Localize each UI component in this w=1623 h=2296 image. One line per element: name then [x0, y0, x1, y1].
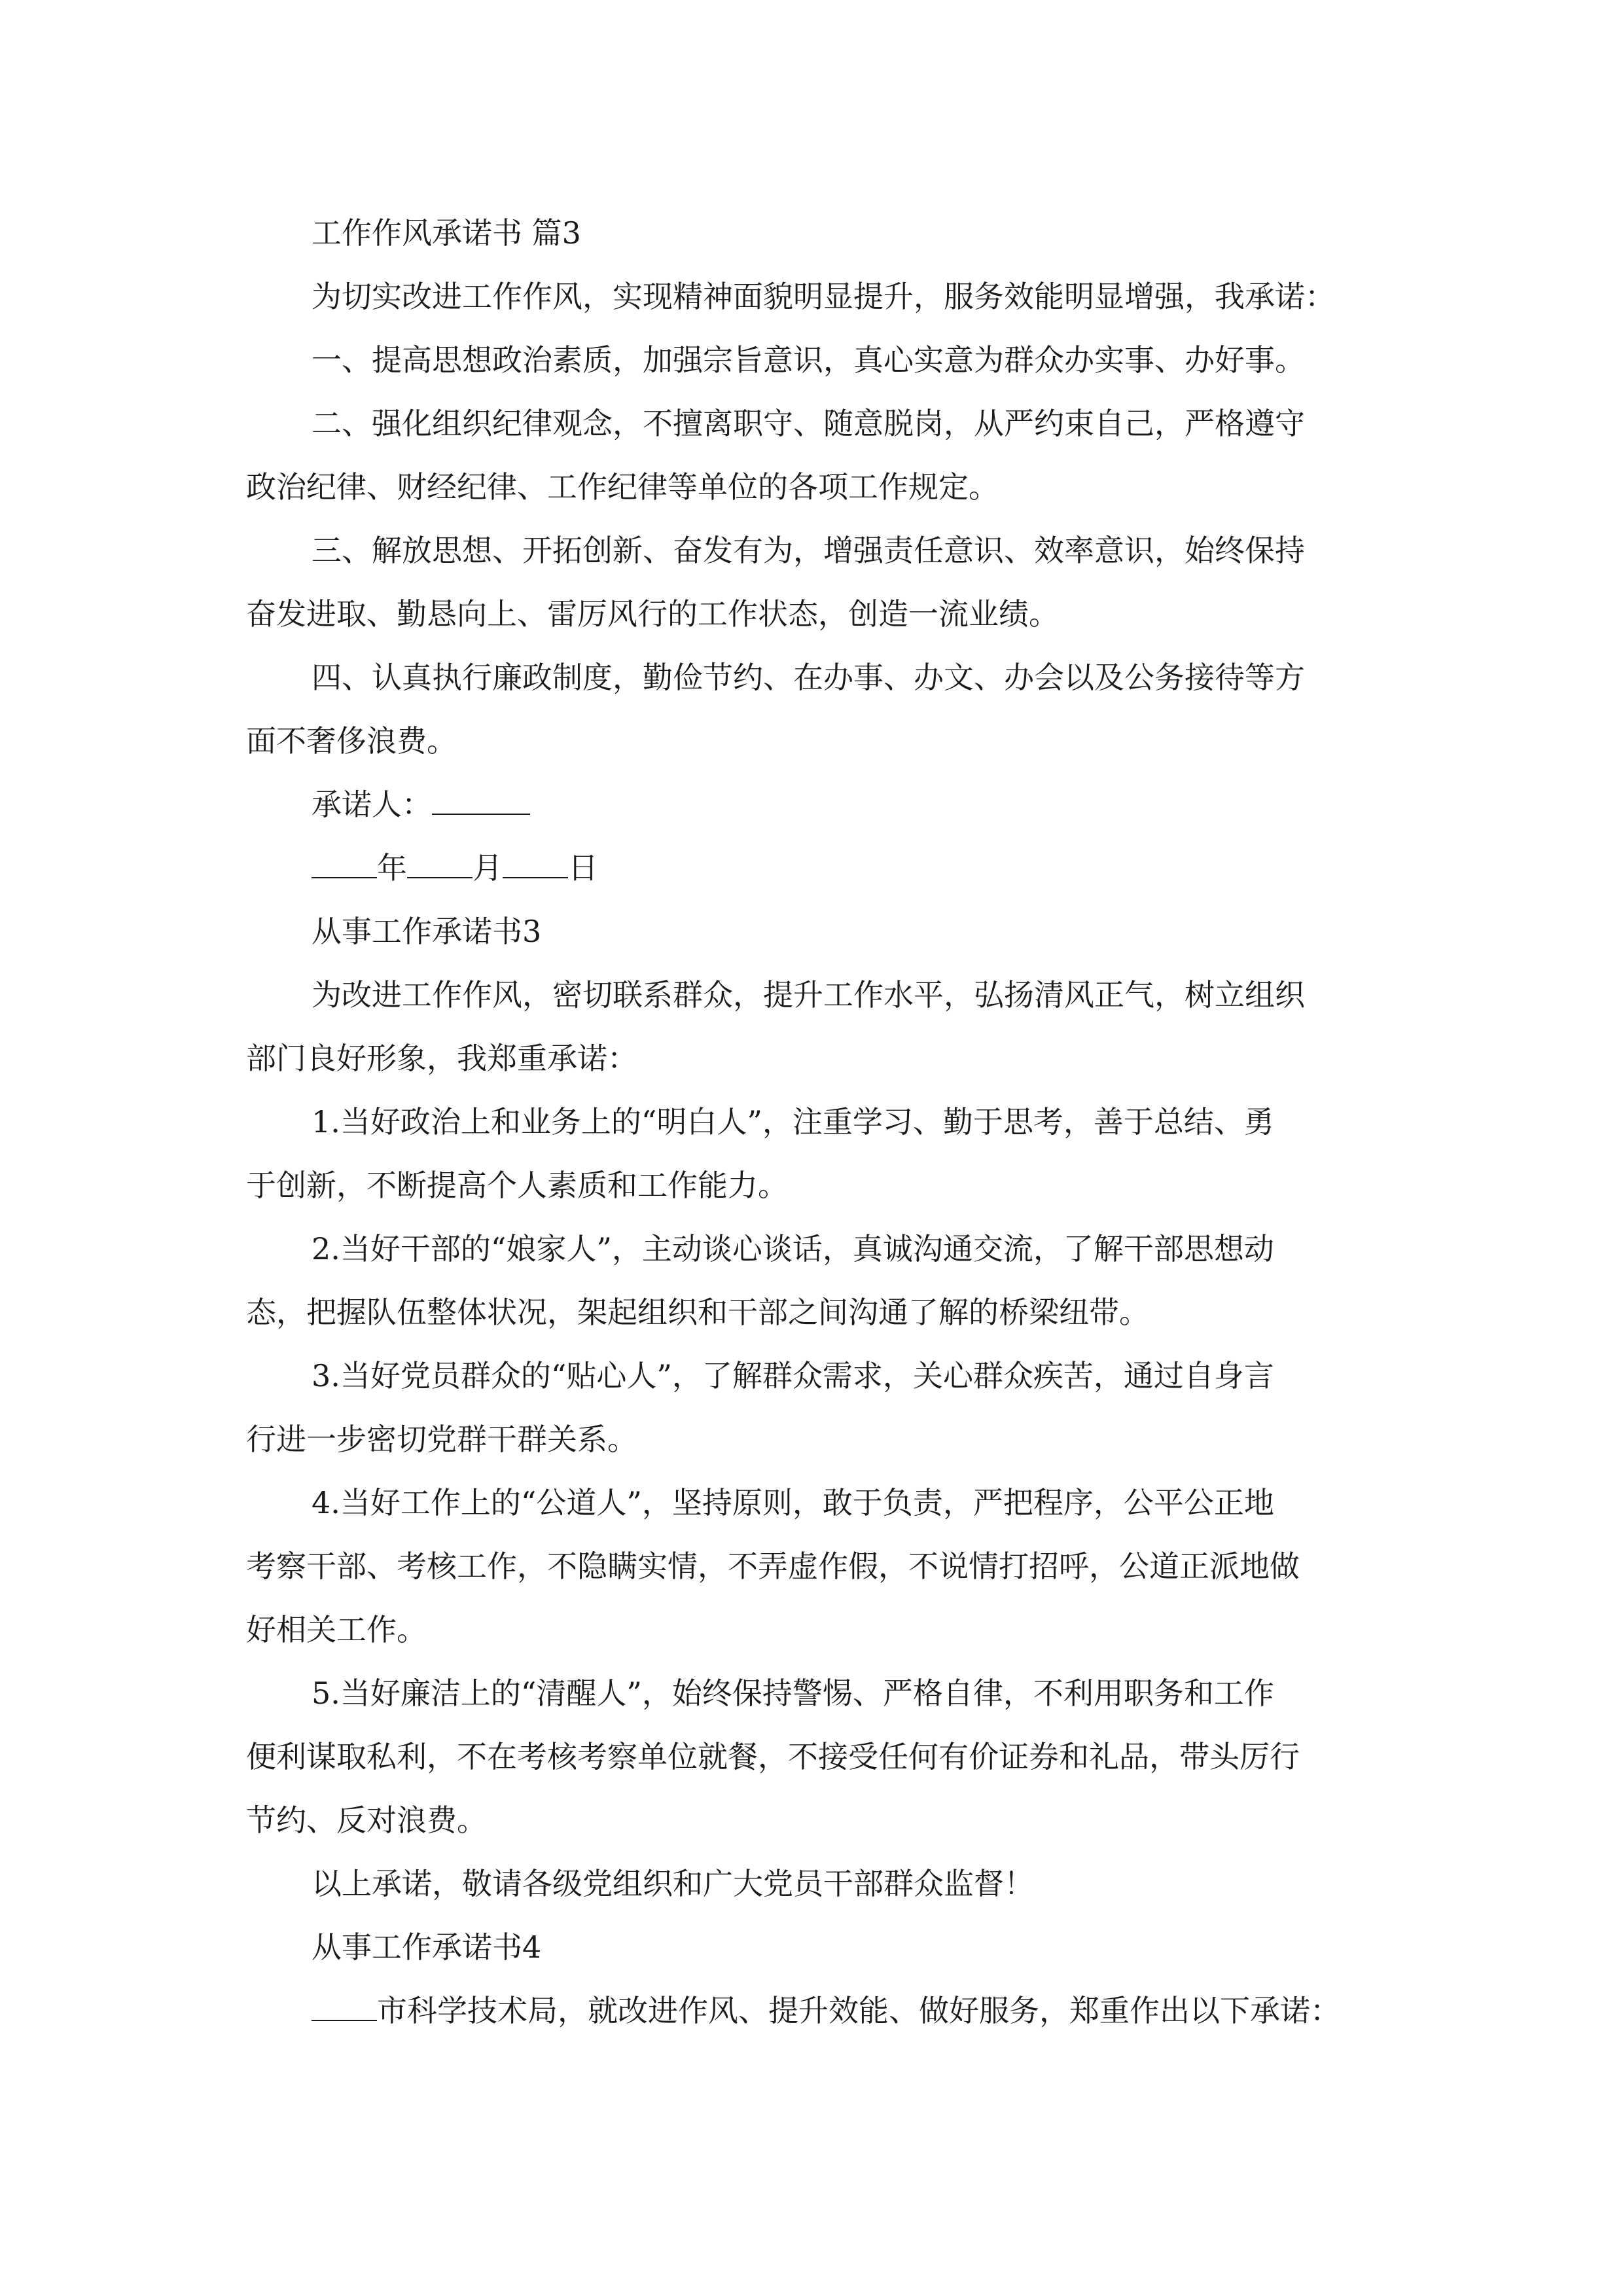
paragraph: 2.当好干部的“娘家人”，主动谈心谈话，真诚沟通交流，了解干部思想动 — [312, 1231, 1274, 1266]
section-title: 工作作风承诺书 篇3 — [312, 215, 581, 251]
organization-blank — [312, 1994, 377, 2021]
section-title: 从事工作承诺书4 — [312, 1929, 542, 1965]
paragraph-continuation: 部门良好形象，我郑重承诺： — [246, 1041, 637, 1076]
signature-blank — [432, 787, 530, 815]
signer-label: 承诺人： — [312, 787, 432, 822]
month-blank — [407, 851, 473, 878]
paragraph-continuation: 行进一步密切党群干群关系。 — [246, 1422, 637, 1457]
paragraph-continuation: 节约、反对浪费。 — [246, 1803, 487, 1838]
paragraph: 3.当好党员群众的“贴心人”，了解群众需求，关心群众疾苦，通过自身言 — [312, 1358, 1274, 1393]
date-line — [246, 836, 1382, 900]
paragraph: 一、提高思想政治素质，加强宗旨意识，真心实意为群众办实事、办好事。 — [312, 342, 1305, 378]
signer-line — [246, 773, 1382, 836]
paragraph: 为切实改进工作作风，实现精神面貌明显提升，服务效能明显增强，我承诺： — [312, 279, 1335, 314]
paragraph: 4.当好工作上的“公道人”，坚持原则，敢于负责，严把程序，公平公正地 — [312, 1485, 1274, 1520]
paragraph-continuation: 于创新，不断提高个人素质和工作能力。 — [246, 1168, 788, 1203]
paragraph: 5.当好廉洁上的“清醒人”，始终保持警惕、严格自律，不利用职务和工作 — [312, 1676, 1274, 1711]
paragraph-continuation: 面不奢侈浪费。 — [246, 723, 457, 759]
paragraph: 1.当好政治上和业务上的“明白人”，注重学习、勤于思考，善于总结、勇 — [312, 1104, 1274, 1139]
date-year-label: 年 — [377, 850, 407, 886]
paragraph-continuation: 便利谋取私利，不在考核考察单位就餐，不接受任何有价证券和礼品，带头厉行 — [246, 1739, 1300, 1774]
day-blank — [503, 851, 568, 878]
date-month-label: 月 — [473, 850, 503, 886]
paragraph-continuation: 好相关工作。 — [246, 1612, 427, 1647]
paragraph: 四、认真执行廉政制度，勤俭节约、在办事、办文、办会以及公务接待等方 — [312, 660, 1305, 695]
section-title: 从事工作承诺书3 — [312, 914, 542, 949]
paragraph-continuation: 政治纪律、财经纪律、工作纪律等单位的各项工作规定。 — [246, 469, 999, 505]
paragraph: 为改进工作作风，密切联系群众，提升工作水平，弘扬清风正气，树立组织 — [312, 977, 1305, 1013]
paragraph-continuation: 奋发进取、勤恳向上、雷厉风行的工作状态，创造一流业绩。 — [246, 596, 1059, 632]
document-body — [246, 202, 1382, 2043]
paragraph-continuation: 考察干部、考核工作，不隐瞒实情，不弄虚作假，不说情打招呼，公道正派地做 — [246, 1549, 1300, 1584]
paragraph: 二、强化组织纪律观念，不擅离职守、随意脱岗，从严约束自己，严格遵守 — [312, 406, 1305, 441]
date-day-label: 日 — [568, 850, 598, 886]
paragraph-continuation: 态，把握队伍整体状况，架起组织和干部之间沟通了解的桥梁纽带。 — [246, 1295, 1149, 1330]
paragraph: 以上承诺，敬请各级党组织和广大党员干部群众监督！ — [312, 1866, 1034, 1901]
paragraph: 三、解放思想、开拓创新、奋发有为，增强责任意识、效率意识，始终保持 — [312, 533, 1305, 568]
paragraph — [246, 1979, 1382, 2043]
paragraph-text: 市科学技术局，就改进作风、提升效能、做好服务，郑重作出以下承诺： — [377, 1993, 1340, 2028]
year-blank — [312, 851, 377, 878]
